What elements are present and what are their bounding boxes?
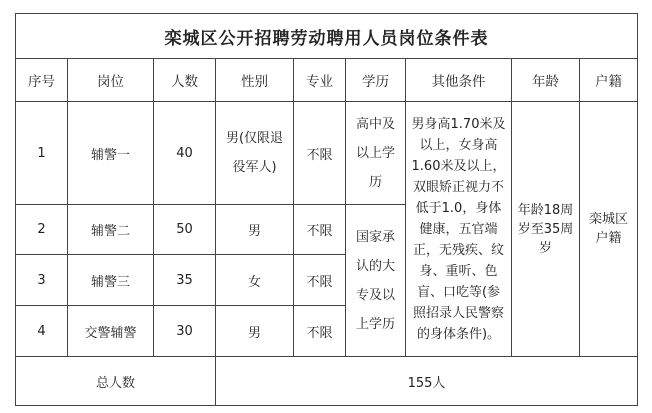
header-age: 年龄 [512, 59, 580, 102]
cell-post: 辅警三 [68, 255, 154, 306]
position-conditions-table [15, 13, 638, 406]
cell-age: 年龄18周岁至35周岁 [512, 102, 580, 357]
header-other: 其他条件 [406, 59, 512, 102]
cell-seq: 3 [16, 255, 68, 306]
cell-count: 35 [154, 255, 216, 306]
header-major: 专业 [294, 59, 346, 102]
cell-seq: 1 [16, 102, 68, 205]
header-gender: 性别 [216, 59, 294, 102]
cell-count: 30 [154, 306, 216, 357]
cell-count: 50 [154, 205, 216, 255]
total-row [16, 357, 638, 406]
cell-gender: 男 [216, 205, 294, 255]
cell-gender: 男(仅限退役军人) [216, 102, 294, 205]
header-hukou: 户籍 [580, 59, 638, 102]
table-row [16, 102, 638, 205]
header-count: 人数 [154, 59, 216, 102]
cell-major: 不限 [294, 255, 346, 306]
cell-other-conditions: 男身高1.70米及以上，女身高1.60米及以上，双眼矫正视力不低于1.0，身体健康，五官端正，无残疾、纹身、重听、色盲、口吃等(参照招录人民警察的身体条件)。 [406, 102, 512, 357]
cell-post: 辅警一 [68, 102, 154, 205]
cell-post: 交警辅警 [68, 306, 154, 357]
title-row [16, 14, 638, 59]
header-edu: 学历 [346, 59, 406, 102]
cell-gender: 女 [216, 255, 294, 306]
cell-major: 不限 [294, 306, 346, 357]
cell-seq: 2 [16, 205, 68, 255]
header-post: 岗位 [68, 59, 154, 102]
header-seq: 序号 [16, 59, 68, 102]
cell-hukou: 栾城区户籍 [580, 102, 638, 357]
table-title: 栾城区公开招聘劳动聘用人员岗位条件表 [16, 14, 638, 59]
cell-post: 辅警二 [68, 205, 154, 255]
cell-count: 40 [154, 102, 216, 205]
cell-seq: 4 [16, 306, 68, 357]
cell-gender: 男 [216, 306, 294, 357]
cell-edu: 高中及以上学历 [346, 102, 406, 205]
cell-major: 不限 [294, 102, 346, 205]
header-row [16, 59, 638, 102]
cell-major: 不限 [294, 205, 346, 255]
total-value: 155人 [216, 357, 638, 406]
total-label: 总人数 [16, 357, 216, 406]
cell-edu: 国家承认的大专及以上学历 [346, 205, 406, 357]
